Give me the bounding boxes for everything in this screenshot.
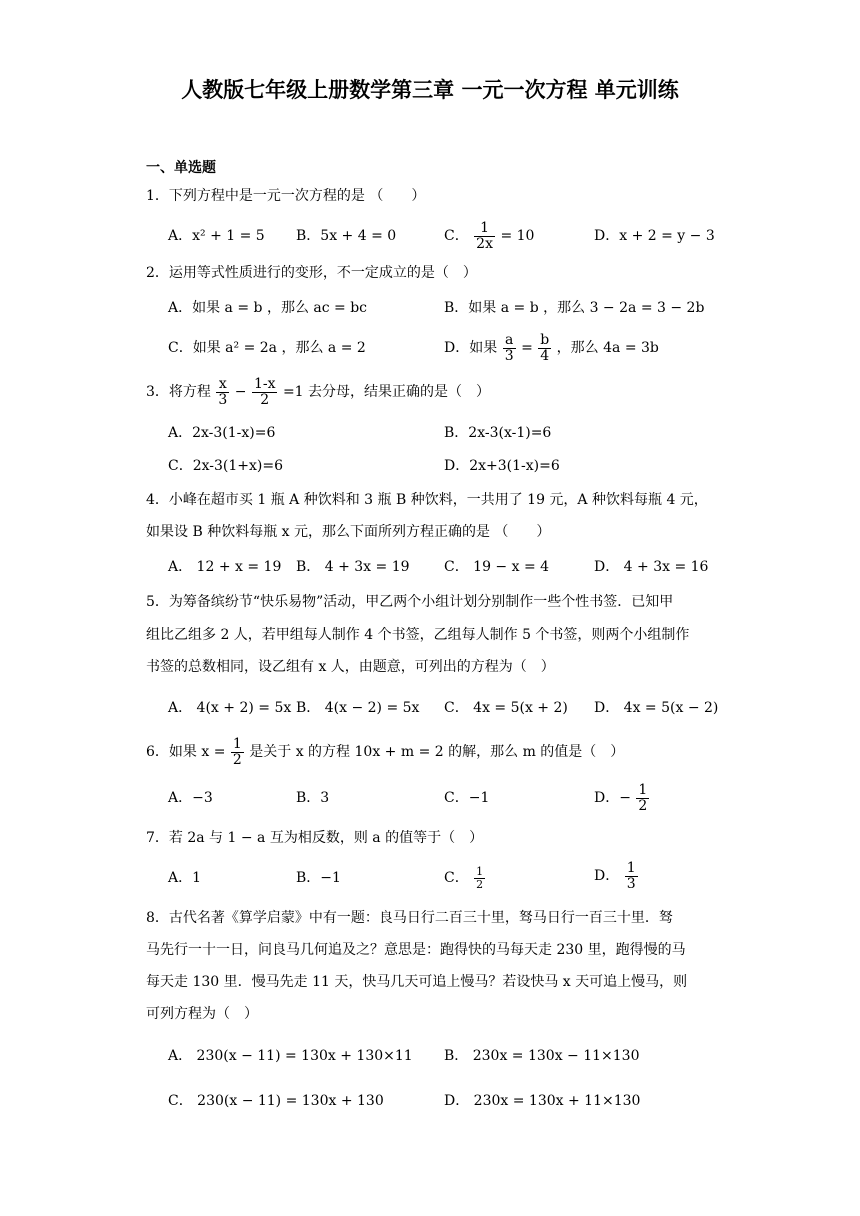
q6-option-b: B．3 — [296, 790, 330, 806]
question-1: 1．下列方程中是一元一次方程的是 （ ） — [146, 188, 426, 204]
q5-option-a: A． 4(x + 2) = 5x — [168, 700, 292, 716]
q3-option-b: B．2x-3(x-1)=6 — [444, 425, 552, 441]
q5-option-b: B． 4(x − 2) = 5x — [296, 700, 420, 716]
q2-option-d: D．如果 $\frac{a}{3}$ = $\frac{b}{4}$ ，那么 4a = 3b — [444, 331, 659, 364]
q8-option-d: D． 230x = 130x + 11×130 — [444, 1093, 641, 1109]
question-5-line-1: 5．为筹备缤纷节“快乐易物”活动，甲乙两个小组计划分别制作一些个性书签．已知甲 — [146, 594, 674, 610]
q6-option-d: D．− $\frac{1}{2}$ — [594, 781, 648, 814]
q3-option-c: C．2x-3(1+x)=6 — [168, 458, 284, 474]
q4-option-b: B． 4 + 3x = 19 — [296, 559, 410, 575]
q4-option-c: C． 19 − x = 4 — [444, 559, 550, 575]
q2-option-a: A．如果 a = b ，那么 ac = bc — [168, 300, 368, 316]
q3-option-a: A．2x-3(1-x)=6 — [168, 425, 276, 441]
q6-option-c: C．−1 — [444, 790, 490, 806]
q2-option-c: C．如果 a² = 2a ，那么 a = 2 — [168, 340, 366, 356]
q2-option-b: B．如果 a = b ，那么 3 − 2a = 3 − 2b — [444, 300, 705, 316]
question-8-line-1: 8．古代名著《算学启蒙》中有一题：良马日行二百三十里，驽马日行一百三十里．驽 — [146, 910, 673, 926]
q8-option-b: B． 230x = 130x − 11×130 — [444, 1048, 640, 1064]
question-3: 3．将方程 $\frac{x}{3}$ − $\frac{1-x}{2}$ =1 去分母，结果正确的是（ ） — [146, 375, 491, 408]
q3-option-d: D．2x+3(1-x)=6 — [444, 458, 560, 474]
q6-option-a: A．−3 — [168, 790, 213, 806]
q1-option-b: B．5x + 4 = 0 — [296, 228, 397, 244]
question-7: 7．若 2a 与 1 − a 互为相反数，则 a 的值等于（ ） — [146, 830, 484, 846]
question-8-line-2: 马先行一十一日，问良马几何追及之？意思是：跑得快的马每天走 230 里，跑得慢的马 — [146, 942, 686, 958]
q8-option-a: A． 230(x − 11) = 130x + 130×11 — [168, 1048, 413, 1064]
q1-option-c: C． $\frac{1}{2x}$ = 10 — [444, 219, 535, 252]
q8-option-c: C． 230(x − 11) = 130x + 130 — [168, 1093, 384, 1109]
q7-option-d: D． $\frac{1}{3}$ — [594, 859, 636, 892]
page-title: 人教版七年级上册数学第三章 一元一次方程 单元训练 — [181, 77, 679, 102]
q7-option-b: B．−1 — [296, 870, 341, 886]
question-4-line-2: 如果设 B 种饮料每瓶 x 元，那么下面所列方程正确的是 （ ） — [146, 524, 551, 540]
question-8-line-4: 可列方程为（ ） — [146, 1006, 258, 1022]
question-2: 2．运用等式性质进行的变形，不一定成立的是（ ） — [146, 265, 477, 281]
section-heading: 一、单选题 — [146, 160, 216, 176]
q1-option-a: A．x² + 1 = 5 — [168, 228, 265, 244]
question-8-line-3: 每天走 130 里．慢马先走 11 天，快马几天可追上慢马？若设快马 x 天可追上慢马，则 — [146, 974, 688, 990]
q5-option-c: C． 4x = 5(x + 2) — [444, 700, 568, 716]
q1-option-d: D．x + 2 = y − 3 — [594, 228, 715, 244]
q5-option-d: D． 4x = 5(x − 2) — [594, 700, 719, 716]
question-5-line-2: 组比乙组多 2 人，若甲组每人制作 4 个书签，乙组每人制作 5 个书签，则两个小组制作 — [146, 627, 690, 643]
q4-option-a: A． 12 + x = 19 — [168, 559, 282, 575]
question-6: 6．如果 x = $\frac{1}{2}$ 是关于 x 的方程 10x + m = 2 的解，那么 m 的值是（ ） — [146, 735, 625, 768]
question-4-line-1: 4．小峰在超市买 1 瓶 A 种饮料和 3 瓶 B 种饮料，一共用了 19 元，A 种饮料每瓶 4 元， — [146, 492, 708, 508]
q7-option-c: C． $\frac{1}{2}$ — [444, 864, 484, 891]
q4-option-d: D． 4 + 3x = 16 — [594, 559, 709, 575]
question-5-line-3: 书签的总数相同，设乙组有 x 人，由题意，可列出的方程为（ ） — [146, 659, 555, 675]
q7-option-a: A．1 — [168, 870, 202, 886]
